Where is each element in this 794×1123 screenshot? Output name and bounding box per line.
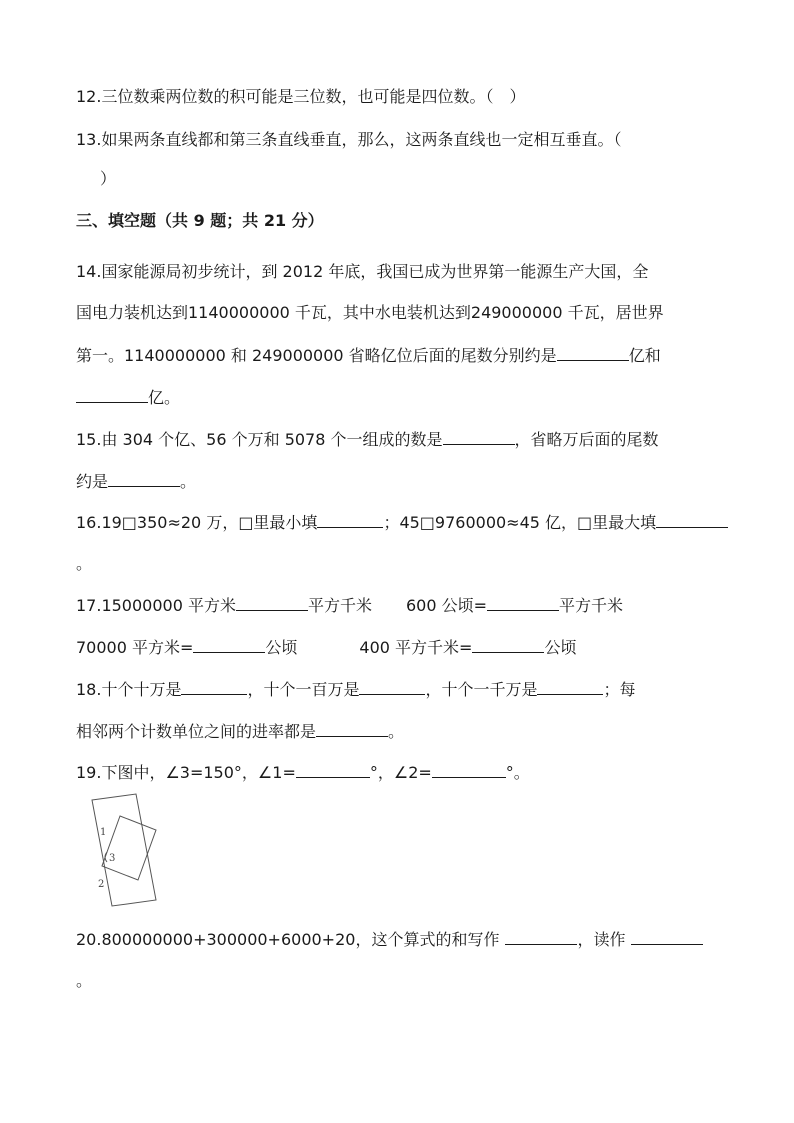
q17-text-1a: 17.15000000 平方米 <box>76 596 236 615</box>
q17-text-1b: 平方千米 <box>307 596 372 615</box>
q12-text: 12.三位数乘两位数的积可能是三位数，也可能是四位数。（ ） <box>76 87 526 106</box>
answer-blank[interactable] <box>296 761 370 778</box>
figure-rect-front <box>102 816 156 880</box>
question-18-line2 <box>76 720 404 743</box>
q15-text-1b: ，省略万后面的尾数 <box>514 430 659 449</box>
answer-blank[interactable] <box>236 594 308 611</box>
answer-blank[interactable] <box>317 511 383 528</box>
q20-text-1a: 20.800000000+300000+6000+20，这个算式的和写作 <box>76 930 500 949</box>
answer-blank[interactable] <box>557 344 629 361</box>
question-14-line4 <box>76 386 180 409</box>
answer-blank[interactable] <box>432 761 506 778</box>
q19-text-1a: 19.下图中，∠3=150°，∠1= <box>76 763 296 782</box>
section-heading-fill <box>76 210 324 232</box>
question-17-line1 <box>76 594 623 617</box>
q15-text-2: 约是 <box>76 472 109 491</box>
question-14-line1 <box>76 261 648 283</box>
angle-figure <box>86 790 166 912</box>
q19-text-1b: °，∠2= <box>369 763 432 782</box>
q20-text-1b: ，读作 <box>577 930 626 949</box>
q14-text-3b: 亿和 <box>628 346 661 365</box>
question-16-line1 <box>76 511 728 534</box>
q14-text-1: 14.国家能源局初步统计，到 2012 年底，我国已成为世界第一能源生产大国，全 <box>76 262 649 281</box>
question-13 <box>76 129 621 151</box>
answer-blank[interactable] <box>108 470 180 487</box>
question-14-line3 <box>76 344 661 367</box>
question-18-line1 <box>76 678 636 701</box>
q17-text-1d: 平方千米 <box>559 596 624 615</box>
question-13-cont <box>100 168 116 190</box>
q18-text-1c: ，十个一千万是 <box>425 680 538 699</box>
answer-blank[interactable] <box>656 511 728 528</box>
question-12 <box>76 86 525 108</box>
figure-label-1: 1 <box>100 827 107 838</box>
answer-blank[interactable] <box>537 678 603 695</box>
section-heading-text: 三、填空题（共 9 题；共 21 分） <box>76 211 324 230</box>
q19-text-1c: °。 <box>505 763 530 782</box>
q17-text-2a: 70000 平方米= <box>76 638 194 657</box>
q14-text-4: 亿。 <box>148 388 181 407</box>
question-15-line2 <box>76 470 196 493</box>
question-19-line1 <box>76 761 530 784</box>
q15-text-1: 15.由 304 个亿、56 个万和 5078 个一组成的数是 <box>76 430 443 449</box>
q14-text-2: 国电力装机达到1140000000 千瓦，其中水电装机达到249000000 千瓦，居世界 <box>76 303 664 322</box>
question-17-line2 <box>76 636 576 659</box>
q15-text-2b: 。 <box>180 472 197 491</box>
answer-blank[interactable] <box>472 636 544 653</box>
q17-text-2d: 公顷 <box>544 638 577 657</box>
q20-text-2: 。 <box>76 971 93 990</box>
figure-label-3: 3 <box>109 853 116 864</box>
question-20-line2 <box>76 970 92 992</box>
answer-blank[interactable] <box>359 678 425 695</box>
answer-blank[interactable] <box>181 678 247 695</box>
q18-text-2a: 相邻两个计数单位之间的进率都是 <box>76 722 317 741</box>
q17-text-1c: 600 公顷= <box>406 596 488 615</box>
question-14-line2 <box>76 302 664 324</box>
answer-blank[interactable] <box>193 636 265 653</box>
q16-text-2: 。 <box>76 554 93 573</box>
answer-blank[interactable] <box>631 928 703 945</box>
answer-blank[interactable] <box>487 594 559 611</box>
q18-text-2b: 。 <box>388 722 405 741</box>
q13-text: 13.如果两条直线都和第三条直线垂直，那么，这两条直线也一定相互垂直。（ <box>76 130 622 149</box>
q18-text-1a: 18.十个十万是 <box>76 680 182 699</box>
q14-text-3: 第一。1140000000 和 249000000 省略亿位后面的尾数分别约是 <box>76 346 557 365</box>
question-20-line1 <box>76 928 703 951</box>
q18-text-1b: ，十个一百万是 <box>247 680 360 699</box>
answer-blank[interactable] <box>76 386 148 403</box>
question-16-line2 <box>76 553 92 575</box>
answer-blank[interactable] <box>443 428 515 445</box>
q17-text-2b: 公顷 <box>265 638 298 657</box>
answer-blank[interactable] <box>505 928 577 945</box>
q16-text-1b: ；45□9760000≈45 亿，□里最大填 <box>383 513 657 532</box>
figure-label-2: 2 <box>98 879 105 890</box>
q13-paren: ） <box>100 169 117 188</box>
q17-text-2c: 400 平方千米= <box>359 638 473 657</box>
answer-blank[interactable] <box>316 720 388 737</box>
q18-text-1d: ；每 <box>603 680 636 699</box>
q16-text-1: 16.19□350≈20 万，□里最小填 <box>76 513 318 532</box>
question-15-line1 <box>76 428 659 451</box>
